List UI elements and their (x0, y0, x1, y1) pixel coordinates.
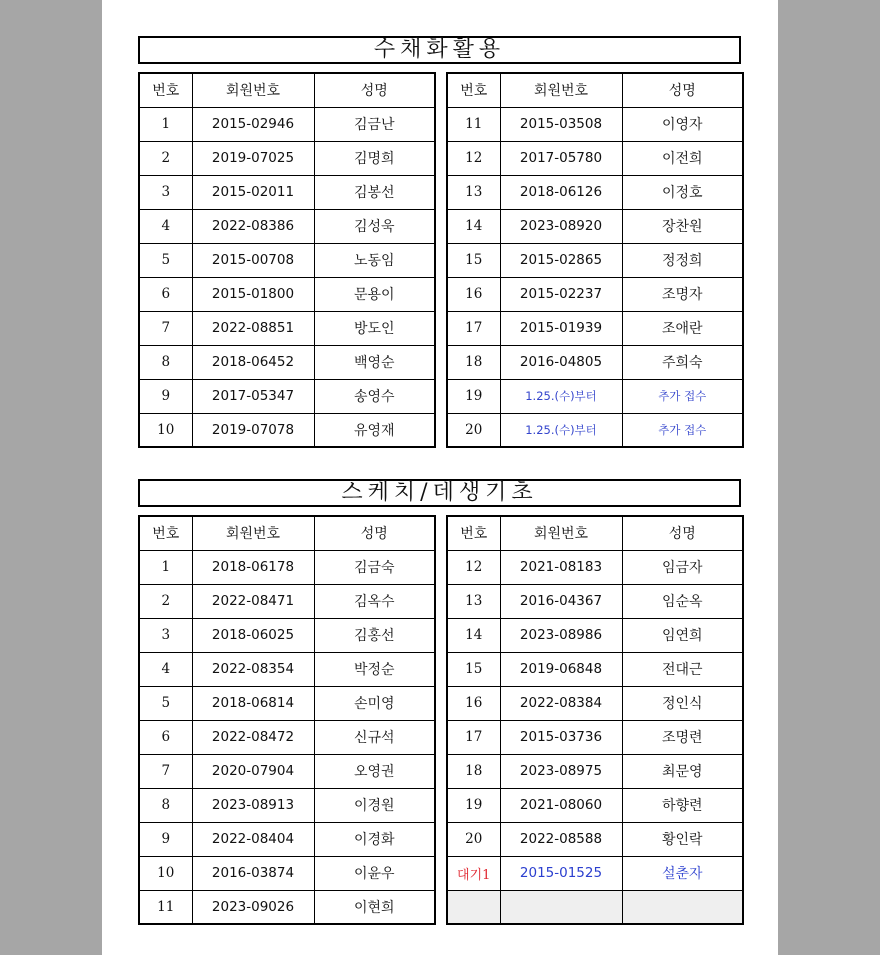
column-header: 번호 (139, 73, 192, 107)
cell-name: 김봉선 (314, 175, 435, 209)
cell-member-id: 1.25.(수)부터 (500, 413, 622, 447)
cell-name: 이윤우 (314, 856, 435, 890)
table-row (447, 890, 743, 924)
cell-number: 11 (139, 890, 192, 924)
cell-number: 20 (447, 822, 500, 856)
cell-number: 5 (139, 686, 192, 720)
cell-name: 황인락 (622, 822, 743, 856)
cell-number: 16 (447, 277, 500, 311)
cell-member-id: 2022-08384 (500, 686, 622, 720)
cell-number: 7 (139, 754, 192, 788)
cell-name: 설춘자 (622, 856, 743, 890)
cell-name: 추가 접수 (622, 413, 743, 447)
cell-number: 15 (447, 243, 500, 277)
cell-name: 주희숙 (622, 345, 743, 379)
cell-member-id (500, 890, 622, 924)
cell-name: 이정호 (622, 175, 743, 209)
table-row (447, 209, 743, 243)
cell-number: 18 (447, 754, 500, 788)
table-row (139, 584, 435, 618)
table-row (447, 754, 743, 788)
cell-member-id: 2019-07078 (192, 413, 314, 447)
cell-name: 장찬원 (622, 209, 743, 243)
cell-member-id: 1.25.(수)부터 (500, 379, 622, 413)
cell-member-id: 2016-04805 (500, 345, 622, 379)
table-row (139, 550, 435, 584)
roster-table-watercolor-left (138, 72, 436, 448)
cell-number: 14 (447, 209, 500, 243)
cell-member-id: 2018-06126 (500, 175, 622, 209)
cell-member-id: 2022-08472 (192, 720, 314, 754)
table-row (139, 413, 435, 447)
cell-name: 박정순 (314, 652, 435, 686)
cell-member-id: 2015-03508 (500, 107, 622, 141)
table-row (447, 652, 743, 686)
cell-name: 전대근 (622, 652, 743, 686)
cell-member-id: 2019-07025 (192, 141, 314, 175)
column-header: 번호 (139, 516, 192, 550)
cell-name: 임연희 (622, 618, 743, 652)
table-row (139, 345, 435, 379)
cell-member-id: 2019-06848 (500, 652, 622, 686)
cell-member-id: 2021-08060 (500, 788, 622, 822)
section-title-sketch: 스케치/데생기초 (138, 479, 741, 507)
cell-name: 노동임 (314, 243, 435, 277)
cell-number: 12 (447, 141, 500, 175)
cell-number: 3 (139, 618, 192, 652)
cell-number: 8 (139, 788, 192, 822)
cell-name (622, 890, 743, 924)
cell-name: 김명희 (314, 141, 435, 175)
cell-member-id: 2015-01939 (500, 311, 622, 345)
cell-name: 김홍선 (314, 618, 435, 652)
table-row (447, 413, 743, 447)
roster-table-watercolor-right (446, 72, 744, 448)
cell-number: 17 (447, 311, 500, 345)
cell-name: 이영자 (622, 107, 743, 141)
cell-name: 임금자 (622, 550, 743, 584)
cell-number: 13 (447, 584, 500, 618)
cell-number: 17 (447, 720, 500, 754)
cell-member-id: 2015-03736 (500, 720, 622, 754)
table-row (139, 141, 435, 175)
cell-number: 15 (447, 652, 500, 686)
cell-name: 이경화 (314, 822, 435, 856)
cell-name: 최문영 (622, 754, 743, 788)
cell-member-id: 2015-01525 (500, 856, 622, 890)
cell-member-id: 2018-06178 (192, 550, 314, 584)
cell-member-id: 2016-04367 (500, 584, 622, 618)
column-header: 회원번호 (500, 516, 622, 550)
cell-number: 9 (139, 822, 192, 856)
cell-name: 송영수 (314, 379, 435, 413)
header-row (447, 516, 743, 550)
section-title-watercolor: 수채화활용 (138, 36, 741, 64)
table-row (447, 720, 743, 754)
cell-name: 오영권 (314, 754, 435, 788)
column-header: 성명 (314, 73, 435, 107)
cell-number: 4 (139, 209, 192, 243)
cell-number: 9 (139, 379, 192, 413)
cell-member-id: 2023-08920 (500, 209, 622, 243)
cell-name: 백영순 (314, 345, 435, 379)
cell-number: 19 (447, 788, 500, 822)
header-row (447, 73, 743, 107)
table-row (447, 618, 743, 652)
cell-member-id: 2023-09026 (192, 890, 314, 924)
cell-number: 19 (447, 379, 500, 413)
cell-number: 16 (447, 686, 500, 720)
cell-member-id: 2016-03874 (192, 856, 314, 890)
cell-member-id: 2015-02946 (192, 107, 314, 141)
table-row (139, 754, 435, 788)
cell-number: 대기1 (447, 856, 500, 890)
cell-number: 10 (139, 856, 192, 890)
table-row (447, 175, 743, 209)
cell-member-id: 2022-08851 (192, 311, 314, 345)
table-row (139, 277, 435, 311)
cell-name: 추가 접수 (622, 379, 743, 413)
cell-member-id: 2015-02237 (500, 277, 622, 311)
cell-number: 12 (447, 550, 500, 584)
cell-member-id: 2018-06814 (192, 686, 314, 720)
table-row (447, 311, 743, 345)
cell-number: 2 (139, 584, 192, 618)
cell-member-id: 2023-08975 (500, 754, 622, 788)
cell-number: 5 (139, 243, 192, 277)
cell-member-id: 2023-08913 (192, 788, 314, 822)
cell-member-id: 2022-08354 (192, 652, 314, 686)
cell-member-id: 2022-08588 (500, 822, 622, 856)
table-row (447, 550, 743, 584)
table-row (447, 345, 743, 379)
cell-name: 조애란 (622, 311, 743, 345)
cell-number: 3 (139, 175, 192, 209)
column-header: 회원번호 (500, 73, 622, 107)
table-row (139, 720, 435, 754)
roster-table-sketch-left (138, 515, 436, 925)
header-row (139, 73, 435, 107)
table-row (139, 788, 435, 822)
cell-member-id: 2015-00708 (192, 243, 314, 277)
table-row (139, 890, 435, 924)
cell-member-id: 2018-06452 (192, 345, 314, 379)
table-row (139, 686, 435, 720)
cell-name: 조명자 (622, 277, 743, 311)
table-row (447, 822, 743, 856)
column-header: 번호 (447, 516, 500, 550)
cell-number: 1 (139, 550, 192, 584)
cell-member-id: 2022-08471 (192, 584, 314, 618)
cell-number: 2 (139, 141, 192, 175)
cell-name: 임순옥 (622, 584, 743, 618)
cell-name: 김금난 (314, 107, 435, 141)
table-row (447, 107, 743, 141)
cell-name: 정정희 (622, 243, 743, 277)
cell-number: 14 (447, 618, 500, 652)
cell-number: 11 (447, 107, 500, 141)
column-header: 성명 (622, 73, 743, 107)
cell-member-id: 2015-02865 (500, 243, 622, 277)
cell-member-id: 2020-07904 (192, 754, 314, 788)
cell-member-id: 2021-08183 (500, 550, 622, 584)
cell-name: 손미영 (314, 686, 435, 720)
table-row (139, 379, 435, 413)
cell-name: 정인식 (622, 686, 743, 720)
cell-number: 8 (139, 345, 192, 379)
table-row (139, 175, 435, 209)
column-header: 회원번호 (192, 73, 314, 107)
cell-name: 이현희 (314, 890, 435, 924)
cell-name: 유영재 (314, 413, 435, 447)
cell-member-id: 2018-06025 (192, 618, 314, 652)
cell-name: 김금숙 (314, 550, 435, 584)
roster-table-sketch-right (446, 515, 744, 925)
table-row (447, 379, 743, 413)
cell-number (447, 890, 500, 924)
table-row (139, 618, 435, 652)
cell-name: 김옥수 (314, 584, 435, 618)
cell-number: 10 (139, 413, 192, 447)
cell-name: 이경원 (314, 788, 435, 822)
table-row (139, 107, 435, 141)
cell-name: 이전희 (622, 141, 743, 175)
cell-member-id: 2017-05347 (192, 379, 314, 413)
cell-number: 4 (139, 652, 192, 686)
cell-name: 방도인 (314, 311, 435, 345)
table-row (447, 141, 743, 175)
table-row (139, 311, 435, 345)
table-row (139, 856, 435, 890)
cell-name: 문용이 (314, 277, 435, 311)
cell-name: 신규석 (314, 720, 435, 754)
cell-number: 6 (139, 720, 192, 754)
column-header: 번호 (447, 73, 500, 107)
cell-number: 7 (139, 311, 192, 345)
cell-member-id: 2015-02011 (192, 175, 314, 209)
column-header: 성명 (622, 516, 743, 550)
document-page (102, 0, 778, 955)
table-row (447, 788, 743, 822)
column-header: 성명 (314, 516, 435, 550)
cell-number: 18 (447, 345, 500, 379)
cell-member-id: 2023-08986 (500, 618, 622, 652)
table-row (139, 209, 435, 243)
cell-name: 조명련 (622, 720, 743, 754)
cell-number: 6 (139, 277, 192, 311)
cell-name: 하향련 (622, 788, 743, 822)
cell-member-id: 2022-08386 (192, 209, 314, 243)
table-row (447, 686, 743, 720)
table-row (139, 822, 435, 856)
cell-number: 1 (139, 107, 192, 141)
table-row (447, 277, 743, 311)
table-row (139, 652, 435, 686)
cell-member-id: 2022-08404 (192, 822, 314, 856)
header-row (139, 516, 435, 550)
cell-member-id: 2017-05780 (500, 141, 622, 175)
cell-member-id: 2015-01800 (192, 277, 314, 311)
table-row (447, 856, 743, 890)
table-row (447, 584, 743, 618)
table-row (447, 243, 743, 277)
cell-name: 김성욱 (314, 209, 435, 243)
cell-number: 13 (447, 175, 500, 209)
column-header: 회원번호 (192, 516, 314, 550)
table-row (139, 243, 435, 277)
cell-number: 20 (447, 413, 500, 447)
